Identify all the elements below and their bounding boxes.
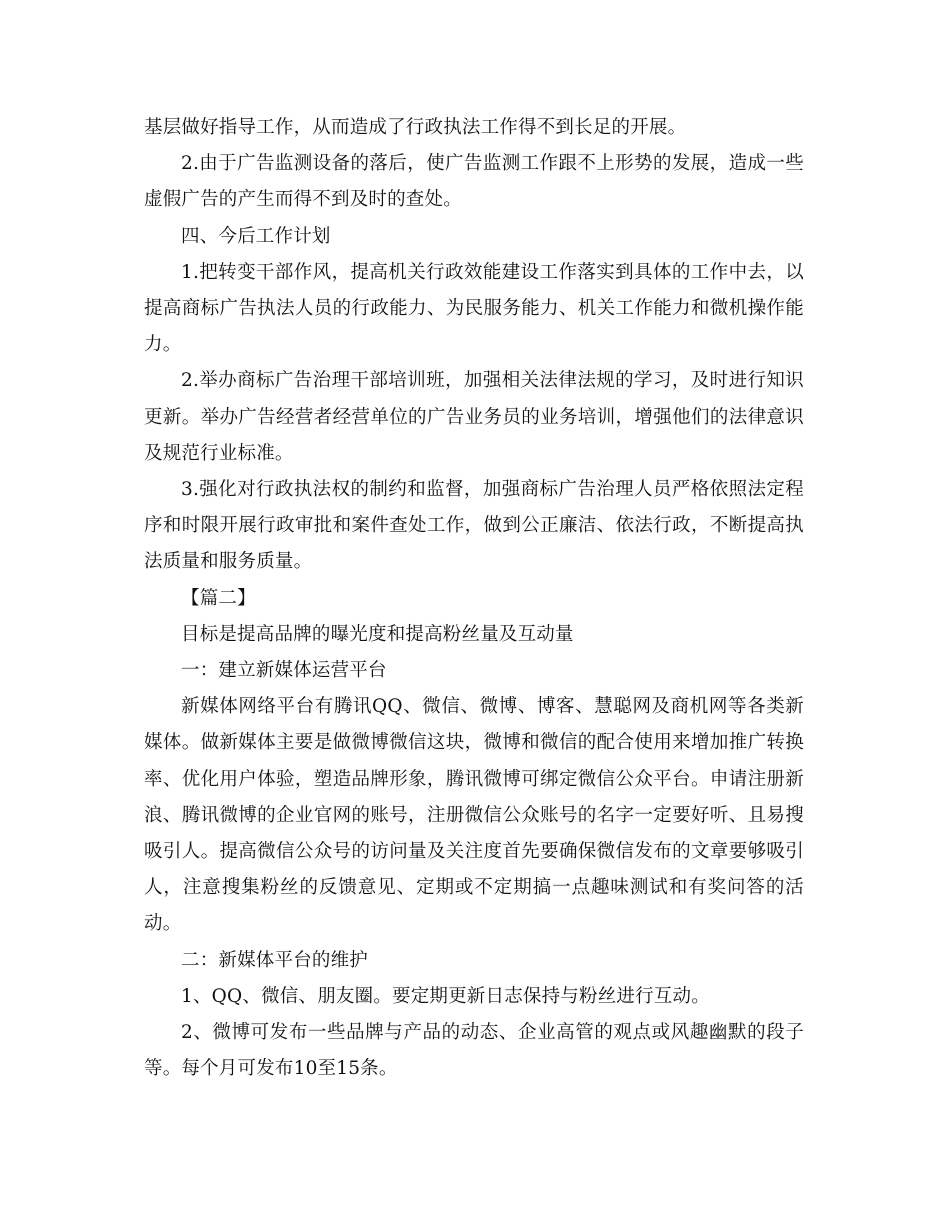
paragraph-maintenance-1: 1、QQ、微信、朋友圈。要定期更新日志保持与粉丝进行互动。 [181,985,710,1007]
paragraph-maintenance-2: 2、微博可发布一些品牌与产品的动态、企业高管的观点或风趣幽默的段子等。每个月可发布10至15条。 [144,1022,804,1080]
paragraph-plan-2: 2.举办商标广告治理干部培训班，加强相关法律法规的学习，及时进行知识更新。举办广告经营者经营单位的广告业务员的业务培训，增强他们的法律意识及规范行业标准。 [144,370,804,464]
paragraph-plan-3: 3.强化对行政执法权的制约和监督，加强商标广告治理人员严格依照法定程序和时限开展行政审批和案件查处工作，做到公正廉洁、依法行政，不断提高执法质量和服务质量。 [144,479,804,573]
document-body [144,110,804,1087]
section-heading-build-platform: 一：建立新媒体运营平台 [181,660,387,682]
section-heading-future-plan: 四、今后工作计划 [181,225,331,247]
section-heading-part-two: 【篇二】 [181,587,256,609]
section-heading-platform-maintenance: 二：新媒体平台的维护 [181,949,369,971]
paragraph-new-media-platforms: 新媒体网络平台有腾讯QQ、微信、微博、博客、慧聪网及商机网等各类新媒体。做新媒体主要是做微博微信这块，微博和微信的配合使用来增加推广转换率、优化用户体验，塑造品牌形象，腾讯微博可绑定微信公众平台。申请注册新浪、腾讯微博的企业官网的账号，注册微信公众账号的名字一定要好听、且易搜吸引人。提高微信公众号的访问量及关注度首先要确保微信发布的文章要够吸引人，注意搜集粉丝的反馈意见、定期或不定期搞一点趣味测试和有奖问答的活动。 [144,696,804,935]
paragraph-goal: 目标是提高品牌的曝光度和提高粉丝量及互动量 [181,623,574,645]
paragraph-item-2-equipment: 2.由于广告监测设备的落后，使广告监测工作跟不上形势的发展，造成一些虚假广告的产生而得不到及时的查处。 [144,153,804,211]
paragraph-continuation: 基层做好指导工作，从而造成了行政执法工作得不到长足的开展。 [144,117,687,138]
paragraph-plan-1: 1.把转变干部作风，提高机关行政效能建设工作落实到具体的工作中去，以提高商标广告执法人员的行政能力、为民服务能力、机关工作能力和微机操作能力。 [144,261,804,356]
